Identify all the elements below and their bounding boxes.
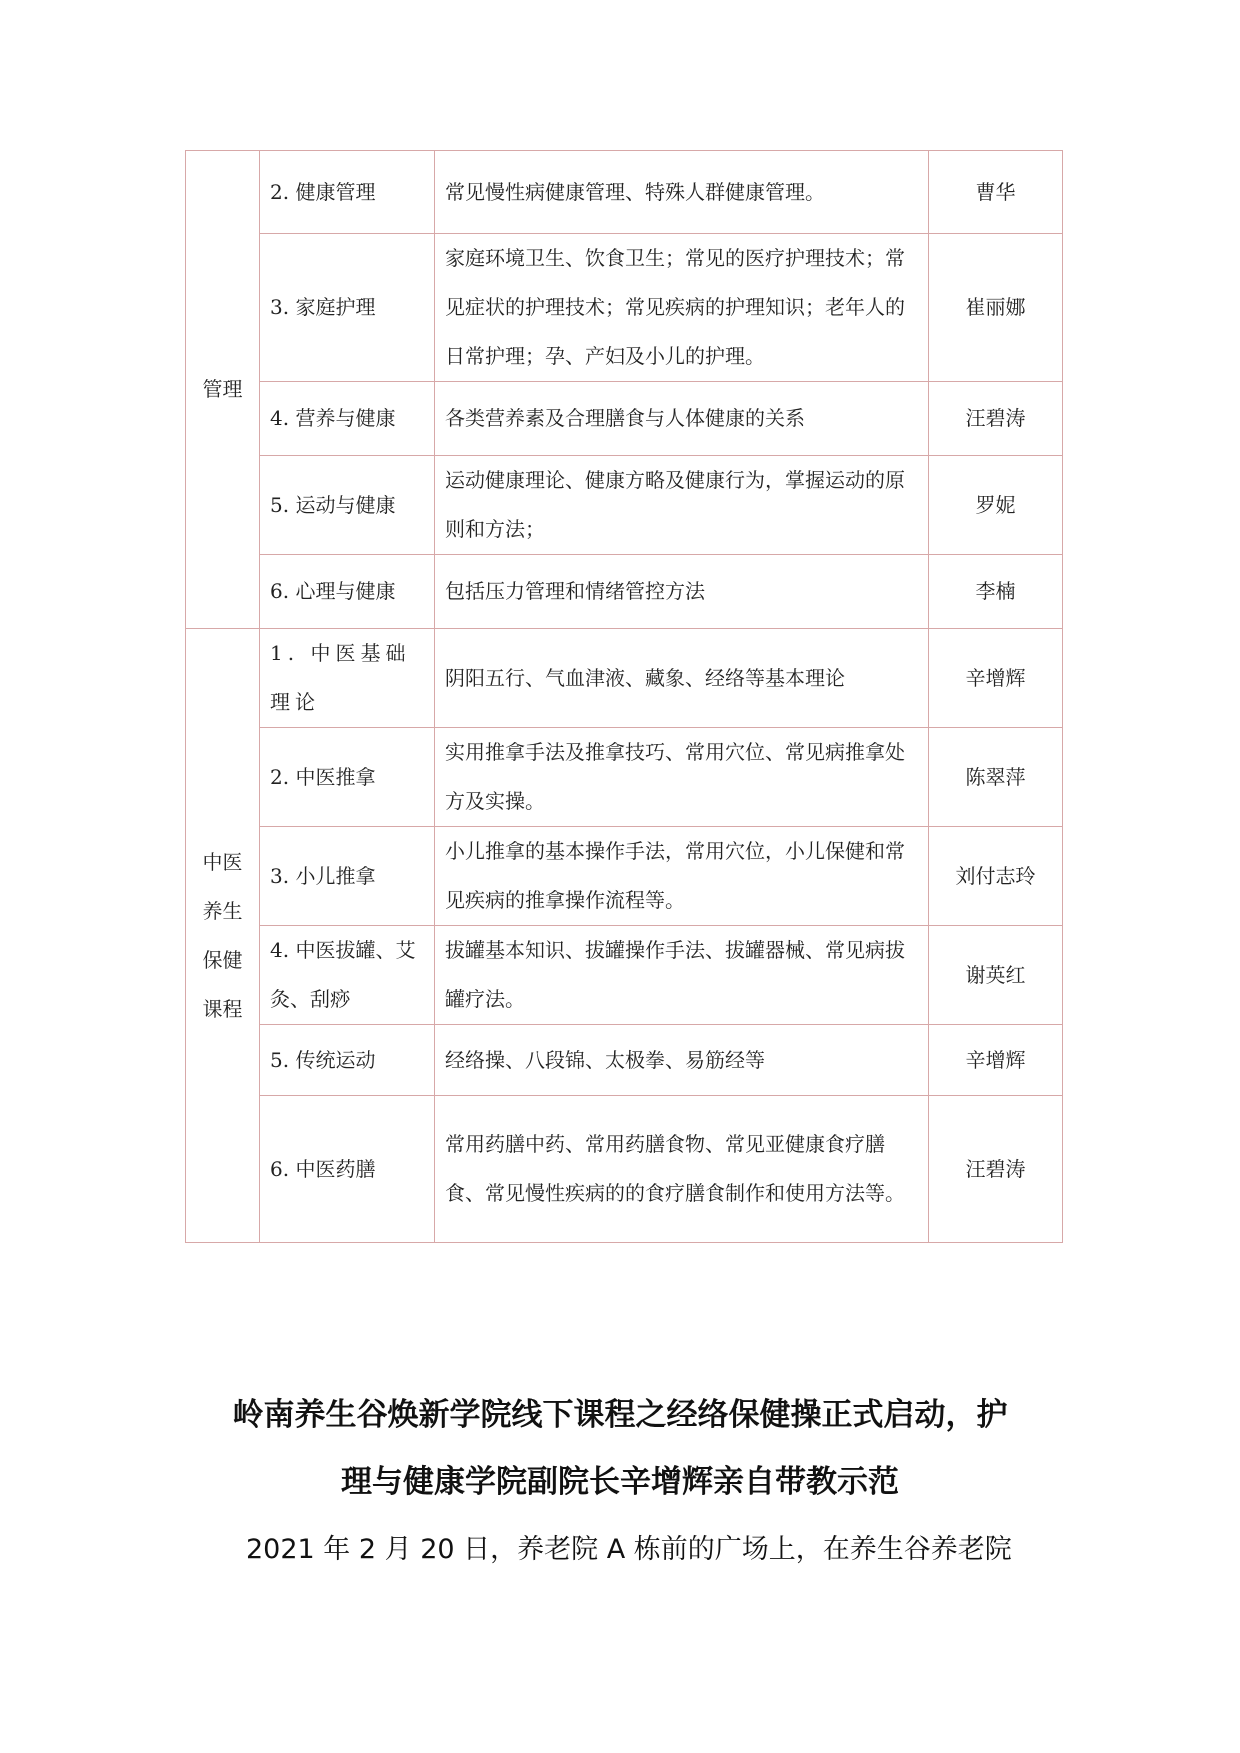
- course-content-cell: 常用药膳中药、常用药膳食物、常见亚健康食疗膳食、常见慢性疾病的的食疗膳食制作和使用方法等。: [435, 1096, 929, 1243]
- course-name-cell: 5. 传统运动: [260, 1025, 435, 1096]
- category-cell-management: [186, 151, 260, 629]
- course-name-cell: 5. 运动与健康: [260, 456, 435, 555]
- teacher-cell: 谢英红: [929, 926, 1063, 1025]
- table-row: [186, 151, 1063, 234]
- teacher-cell: 罗妮: [929, 456, 1063, 555]
- category-label-line: 课程: [202, 996, 243, 1021]
- course-table: [185, 150, 1063, 1243]
- table-row: [186, 827, 1063, 926]
- course-content-cell: 实用推拿手法及推拿技巧、常用穴位、常见病推拿处方及实操。: [435, 728, 929, 827]
- course-name-cell: 3. 小儿推拿: [260, 827, 435, 926]
- course-content-cell: 小儿推拿的基本操作手法，常用穴位，小儿保健和常见疾病的推拿操作流程等。: [435, 827, 929, 926]
- course-name-cell: 1. 中医基础理论: [260, 629, 435, 728]
- table-row: [186, 926, 1063, 1025]
- article-heading-line-2: 理与健康学院副院长辛增辉亲自带教示范: [341, 1464, 899, 1500]
- teacher-cell: 汪碧涛: [929, 1096, 1063, 1243]
- teacher-cell: 崔丽娜: [929, 234, 1063, 382]
- article-paragraph: 2021 年 2 月 20 日，养老院 A 栋前的广场上，在养生谷养老院: [246, 1534, 1012, 1565]
- course-name-cell: 2. 健康管理: [260, 151, 435, 234]
- table-row: [186, 1096, 1063, 1243]
- course-name-cell: 6. 中医药膳: [260, 1096, 435, 1243]
- course-content-cell: 各类营养素及合理膳食与人体健康的关系: [435, 382, 929, 456]
- teacher-cell: 陈翠萍: [929, 728, 1063, 827]
- course-content-cell: 包括压力管理和情绪管控方法: [435, 555, 929, 629]
- table-row: [186, 1025, 1063, 1096]
- category-cell-tcm: [186, 629, 260, 1243]
- teacher-cell: 辛增辉: [929, 629, 1063, 728]
- category-label-line: 养生: [202, 898, 243, 923]
- course-content-cell: 常见慢性病健康管理、特殊人群健康管理。: [435, 151, 929, 234]
- table-row: [186, 728, 1063, 827]
- table-row: [186, 629, 1063, 728]
- course-content-cell: 阴阳五行、气血津液、藏象、经络等基本理论: [435, 629, 929, 728]
- teacher-cell: 汪碧涛: [929, 382, 1063, 456]
- category-label-line: 中医: [202, 849, 243, 874]
- teacher-cell: 李楠: [929, 555, 1063, 629]
- teacher-cell: 曹华: [929, 151, 1063, 234]
- table-row: [186, 555, 1063, 629]
- teacher-cell: 辛增辉: [929, 1025, 1063, 1096]
- table-row: [186, 456, 1063, 555]
- category-label-line: 保健: [202, 947, 243, 972]
- teacher-cell: 刘付志玲: [929, 827, 1063, 926]
- category-label: 管理: [202, 377, 243, 401]
- course-content-cell: 运动健康理论、健康方略及健康行为，掌握运动的原则和方法；: [435, 456, 929, 555]
- course-name-cell: 4. 营养与健康: [260, 382, 435, 456]
- course-name-cell: 6. 心理与健康: [260, 555, 435, 629]
- course-content-cell: 拔罐基本知识、拔罐操作手法、拔罐器械、常见病拔罐疗法。: [435, 926, 929, 1025]
- course-content-cell: 经络操、八段锦、太极拳、易筋经等: [435, 1025, 929, 1096]
- table-row: [186, 234, 1063, 382]
- course-name-cell: 3. 家庭护理: [260, 234, 435, 382]
- course-content-cell: 家庭环境卫生、饮食卫生；常见的医疗护理技术；常见症状的护理技术；常见疾病的护理知识；老年人的日常护理；孕、产妇及小儿的护理。: [435, 234, 929, 382]
- course-name-cell: 2. 中医推拿: [260, 728, 435, 827]
- course-name-cell: 4. 中医拔罐、艾灸、刮痧: [260, 926, 435, 1025]
- article-heading-line-1: 岭南养生谷焕新学院线下课程之经络保健操正式启动，护: [232, 1397, 1008, 1433]
- table-row: [186, 382, 1063, 456]
